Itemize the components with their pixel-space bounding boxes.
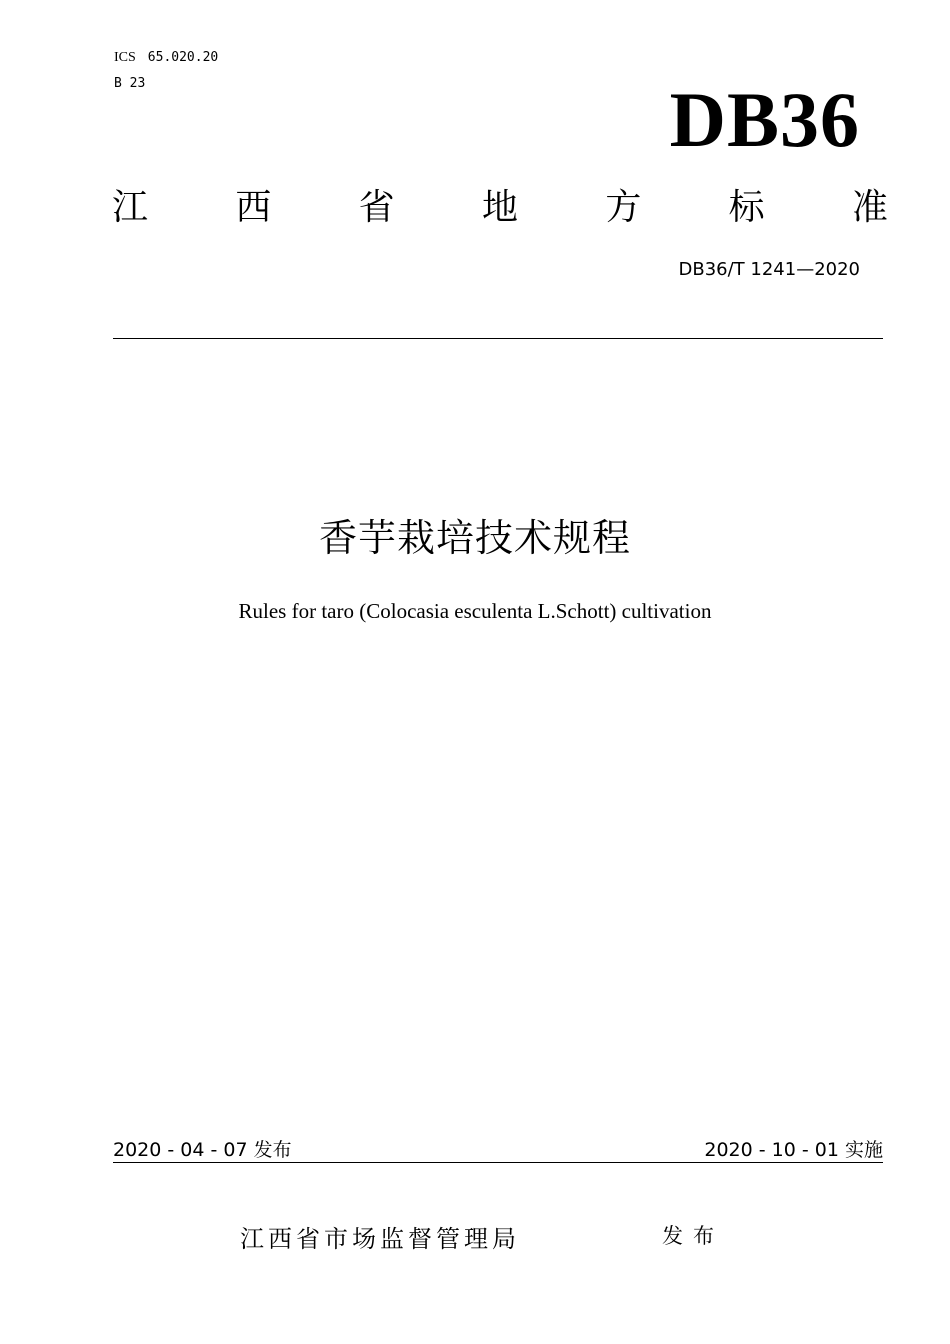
bottom-divider <box>113 1162 883 1163</box>
standard-type-char: 标 <box>728 187 765 228</box>
top-divider <box>113 338 883 339</box>
title-english: Rules for taro (Colocasia esculenta L.Schott) cultivation <box>238 599 712 623</box>
classification-code: B 23 <box>114 76 146 91</box>
standard-type-char: 江 <box>112 187 149 228</box>
title-chinese: 香芋栽培技术规程 <box>318 516 631 560</box>
ics-line <box>114 49 218 67</box>
ics-label: ICS <box>114 50 136 65</box>
standard-type-heading <box>112 186 888 230</box>
standard-type-char: 准 <box>851 187 888 228</box>
standard-type-char: 省 <box>358 187 395 228</box>
standard-type-char: 方 <box>605 187 642 228</box>
standard-type-char: 西 <box>235 187 272 228</box>
issue-date: 2020 - 04 - 07 发布 <box>113 1139 292 1161</box>
db36-logo: DB36 <box>669 76 860 163</box>
implementation-date: 2020 - 10 - 01 实施 <box>704 1139 883 1161</box>
ics-code: 65.020.20 <box>147 50 219 65</box>
issue-word: 发布 <box>662 1224 724 1248</box>
standard-number: DB36/T 1241—2020 <box>678 259 860 280</box>
standard-type-char: 地 <box>481 187 518 228</box>
issuing-authority: 江西省市场监督管理局 <box>240 1225 520 1253</box>
